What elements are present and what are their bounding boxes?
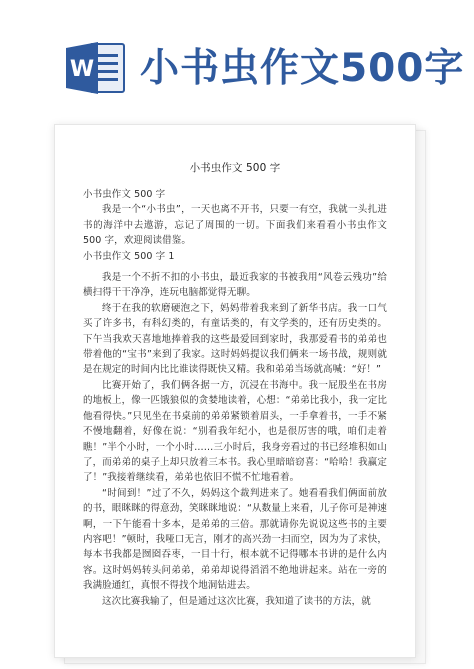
word-doc-icon	[64, 40, 126, 96]
paper-sheet	[54, 124, 416, 658]
paragraph-5: 这次比赛我输了，但是通过这次比赛，我知道了读书的方法，就	[102, 595, 371, 607]
paragraph-1: 我是一个不折不扣的小书虫，最近我家的书被我用“风卷云残功”给横扫得干干净净，连玩电脑都觉得无聊。	[83, 272, 387, 299]
page-header	[0, 0, 474, 118]
document-title: 小书虫作文 500 字	[189, 162, 281, 174]
paragraph-2: 终于在我的软磨硬泡之下，妈妈带着我来到了新华书店。我一口气买了许多书，有科幻类的，有童话类的，有文学类的，还有历史类的。下午当我欢天喜地地捧着我的这些最爱回到家时，我那爱看书的弟弟也带着他的“宝书”来到了我家。这时妈妈提议我们俩来一场书战，规则就是在规定的时间内比比谁读得既快又精。我和弟弟当场就高喊：“好！”	[83, 302, 387, 376]
intro-paragraph: 我是一个“小书虫”，一天也离不开书，只要一有空，我就一头扎进书的海洋中去遨游，忘记了周围的一切。下面我们来看看小书虫作文 500 字，欢迎阅读借鉴。	[83, 204, 387, 247]
document-body	[83, 159, 387, 609]
document-preview	[54, 124, 424, 660]
paragraph-4: “时间到！”过了不久，妈妈这个裁判进来了。她看看我们俩面前放的书，眼眯眯的得意劲，笑眯眯地说：“从数量上来看，儿子你可是神速啊，一下午能看十多本，是弟弟的三倍。那就请你先说说这些书的主要内容吧！”顿时，我哑口无言，刚才的高兴劲一扫而空，因为为了求快，每本书我都是囫囵吞枣，一目十行，根本就不记得哪本书讲的是什么内容。这时妈妈转头问弟弟，弟弟却说得滔滔不绝地讲起来。站在一旁的我满脸通红，真恨不得找个地洞钻进去。	[83, 487, 387, 592]
section-heading: 小书虫作文 500 字 1	[83, 250, 175, 262]
svg-text:W: W	[69, 57, 95, 82]
paragraph-3: 比赛开始了，我们俩各据一方，沉浸在书海中。我一屁股坐在书房的地板上，像一匹饿狼似的贪婪地读着，心想：“弟弟比我小，我一定比他看得快。”只见坐在书桌前的弟弟紧锁着眉头，一手拿着书，一手不紧不慢地翻着，好像在说：“别看我年纪小，也是很厉害的哦，咱们走着瞧！”半个小时，一个小时……三小时后，我身旁看过的书已经堆积如山了，而弟弟的桌子上却只放着三本书。我心里暗暗窃喜：“哈哈！我赢定了！”我接着继续看，弟弟也依旧不慌不忙地看着。	[83, 379, 387, 484]
document-subtitle: 小书虫作文 500 字	[83, 189, 166, 200]
page-title: 小书虫作文500字	[140, 46, 465, 91]
